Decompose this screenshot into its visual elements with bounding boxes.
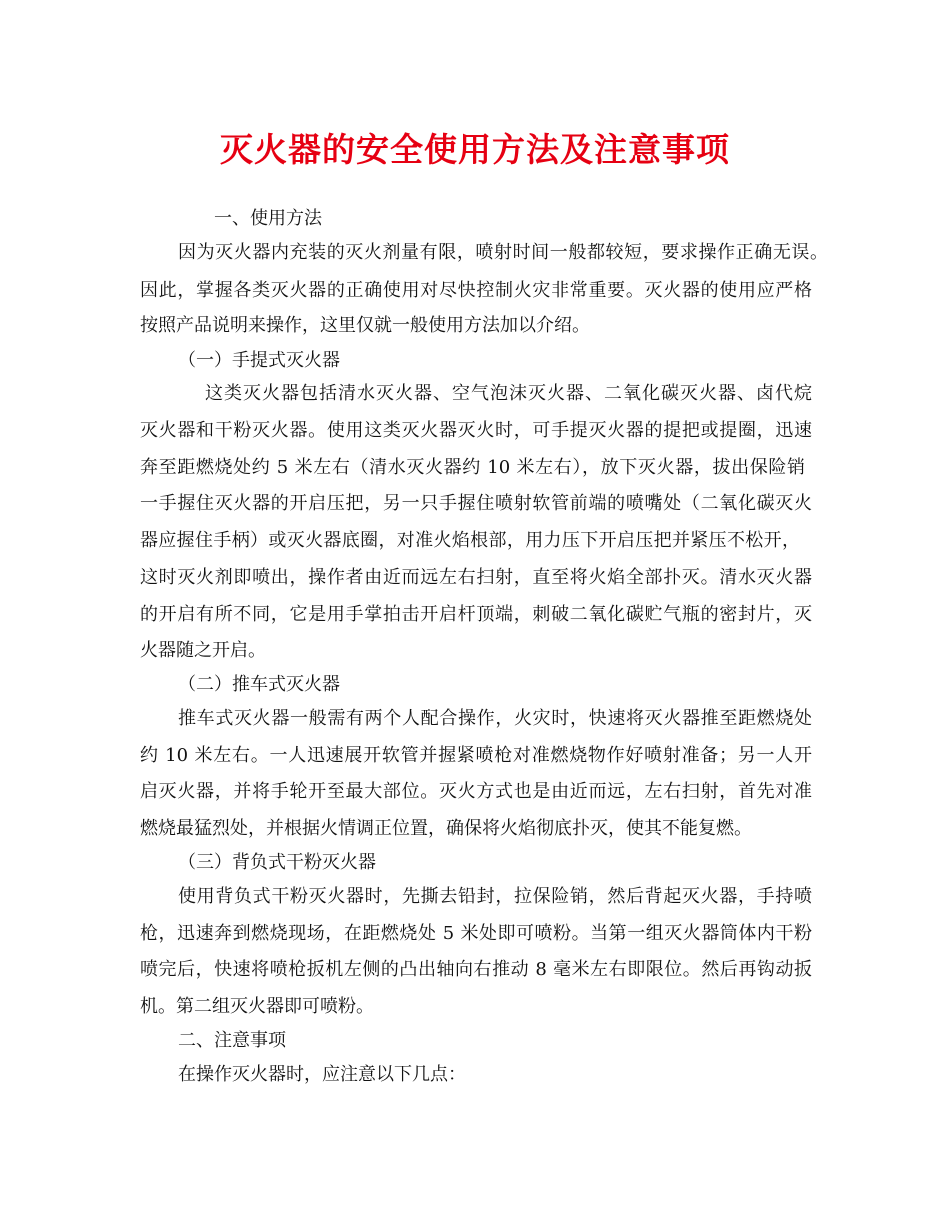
paragraph-line: 机。第二组灭火器即可喷粉。 [140,996,374,1017]
paragraph-line: 因此，掌握各类灭火器的正确使用对尽快控制火灾非常重要。灭火器的使用应严格 [140,280,812,301]
paragraph-line: 按照产品说明来操作，这里仅就一般使用方法加以介绍。 [140,315,590,336]
paragraph-line: 的开启有所不同，它是用手掌拍击开启杆顶端，刺破二氧化碳贮气瓶的密封片，灭 [140,604,812,625]
paragraph-line: 启灭火器，并将手轮开至最大部位。灭火方式也是由近而远，左右扫射，首先对准 [140,781,812,802]
paragraph-line: 喷完后，快速将喷枪扳机左侧的凸出轴向右推动 8 毫米左右即限位。然后再钩动扳 [140,959,812,980]
paragraph-line: 在操作灭火器时，应注意以下几点： [178,1064,466,1085]
paragraph-line: 约 10 米左右。一人迅速展开软管并握紧喷枪对准燃烧物作好喷射准备；另一人开 [140,745,812,766]
subsection-heading: （二）推车式灭火器 [178,674,340,695]
subsection-heading: （一）手提式灭火器 [178,350,340,371]
paragraph-line: 推车式灭火器一般需有两个人配合操作，火灾时，快速将灭火器推至距燃烧处 [178,708,812,729]
paragraph-line: 因为灭火器内充装的灭火剂量有限，喷射时间一般都较短，要求操作正确无误。 [178,242,828,263]
paragraph-line: 灭火器和干粉灭火器。使用这类灭火器灭火时，可手提灭火器的提把或提圈，迅速 [140,420,812,441]
document-title: 灭火器的安全使用方法及注意事项 [220,130,730,169]
paragraph-line: 一手握住灭火器的开启压把，另一只手握住喷射软管前端的喷嘴处（二氧化碳灭火 [140,493,812,514]
section-heading: 二、注意事项 [178,1030,286,1051]
section-heading: 一、使用方法 [214,208,322,229]
paragraph-line: 奔至距燃烧处约 5 米左右（清水灭火器约 10 米左右），放下灭火器，拔出保险销 [140,457,805,478]
paragraph-line: 这时灭火剂即喷出，操作者由近而远左右扫射，直至将火焰全部扑灭。清水灭火器 [140,567,812,588]
paragraph-line: 燃烧最猛烈处，并根据火情调正位置，确保将火焰彻底扑灭，使其不能复燃。 [140,818,752,839]
paragraph-line: 火器随之开启。 [140,640,266,661]
paragraph-line: 枪，迅速奔到燃烧现场，在距燃烧处 5 米处即可喷粉。当第一组灭火器筒体内干粉 [140,923,812,944]
subsection-heading: （三）背负式干粉灭火器 [178,852,376,873]
paragraph-line: 使用背负式干粉灭火器时，先撕去铅封，拉保险销，然后背起灭火器，手持喷 [178,886,812,907]
paragraph-line: 这类灭火器包括清水灭火器、空气泡沫灭火器、二氧化碳灭火器、卤代烷 [205,383,812,404]
paragraph-line: 器应握住手柄）或灭火器底圈，对准火焰根部，用力压下开启压把并紧压不松开， [140,530,800,551]
